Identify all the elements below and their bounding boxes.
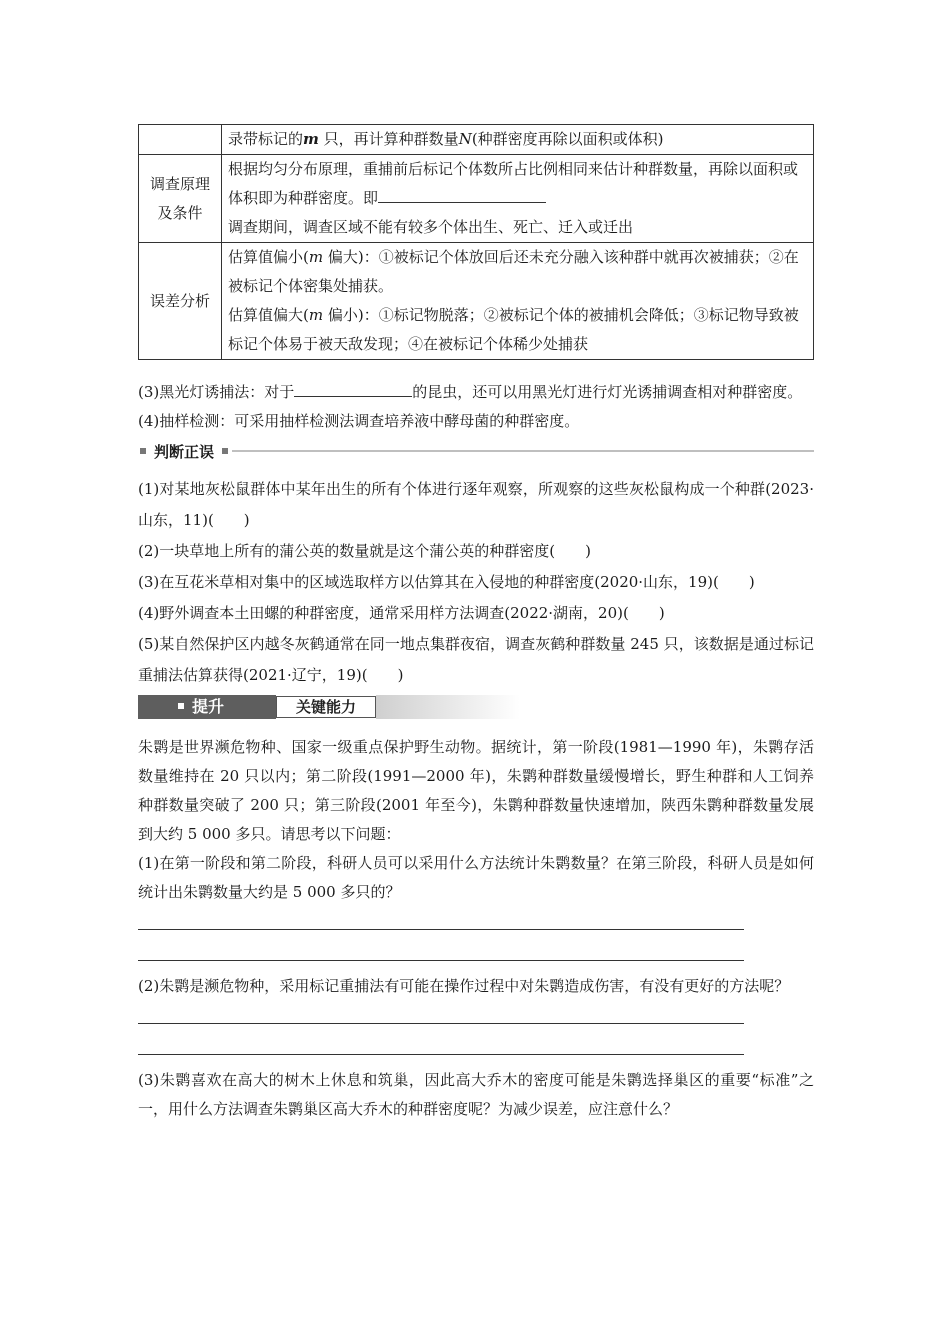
- fill-blank[interactable]: [378, 184, 546, 203]
- answer-line[interactable]: [138, 929, 744, 930]
- section-title: 判断正误: [154, 442, 215, 461]
- question-3: (3)朱鹮喜欢在高大的树木上休息和筑巢，因此高大乔木的密度可能是朱鹮选择巢区的重要“标准”之一，用什么方法调查朱鹮巢区高大乔木的种群密度呢？为减少误差，应注意什么？: [138, 1071, 814, 1118]
- answer-line[interactable]: [138, 1054, 744, 1055]
- row-label-principle: 调查原理及条件: [139, 155, 222, 243]
- row-label: [139, 125, 222, 155]
- method-blacklight: (3)黑光灯诱捕法：对于 的昆虫，还可以用黑光灯进行灯光诱捕调查相对种群密度。: [138, 378, 814, 407]
- square-bullet-icon: [140, 448, 146, 454]
- divider: [232, 450, 814, 452]
- fill-blank[interactable]: [294, 378, 412, 397]
- question-1: (1)在第一阶段和第二阶段，科研人员可以采用什么方法统计朱鹮数量？在第三阶段，科研人员是如何统计出朱鹮数量大约是 5 000 多只的？: [138, 854, 814, 901]
- case-intro: 朱鹮是世界濒危物种、国家一级重点保护野生动物。据统计，第一阶段(1981—1990 年)，朱鹮存活数量维持在 20 只以内；第二阶段(1991—2000 年)，朱鹮种群数量缓慢增长，野生种群和人工饲养种群数量突破了 200 只；第三阶段(2001 年至今)，朱鹮种群数量快速增加，陕西朱鹮种群数量发展到大约 5 000 多只。请思考以下问题：: [138, 738, 814, 843]
- page: [138, 124, 814, 1124]
- judge-item: (3)在互花米草相对集中的区域选取样方以估算其在入侵地的种群密度(2020·山东，19)( ): [138, 573, 755, 591]
- row-content: 录带标记的m 只，再计算种群数量N(种群密度再除以面积或体积): [222, 125, 814, 155]
- banner-sub: 关键能力: [276, 696, 376, 718]
- banner-gradient: [376, 695, 520, 719]
- table-row: [139, 125, 814, 155]
- square-bullet-icon: [178, 703, 184, 709]
- table-row: [139, 155, 814, 243]
- row-content: 根据均匀分布原理，重捕前后标记个体数所占比例相同来估计种群数量，再除以面积或体积即为种群密度。即 调查期间，调查区域不能有较多个体出生、死亡、迁入或迁出: [222, 155, 814, 243]
- question-2: (2)朱鹮是濒危物种，采用标记重捕法有可能在操作过程中对朱鹮造成伤害，有没有更好的方法呢？: [138, 977, 790, 995]
- judge-item: (4)野外调查本土田螺的种群密度，通常采用样方法调查(2022·湖南，20)( ): [138, 604, 665, 622]
- row-label-error: 误差分析: [139, 243, 222, 360]
- banner-main: 提升: [138, 695, 276, 719]
- judge-item: (5)某自然保护区内越冬灰鹤通常在同一地点集群夜宿，调查灰鹤种群数量 245 只，该数据是通过标记重捕法估算获得(2021·辽宁，19)( ): [138, 635, 814, 684]
- judge-item: (1)对某地灰松鼠群体中某年出生的所有个体进行逐年观察，所观察的这些灰松鼠构成一个种群(2023·山东，11)( ): [138, 480, 814, 529]
- table-row: [139, 243, 814, 360]
- answer-line[interactable]: [138, 960, 744, 961]
- judge-list: [138, 474, 814, 691]
- method-sampling: (4)抽样检测：可采用抽样检测法调查培养液中酵母菌的种群密度。: [138, 412, 580, 430]
- row-content: 估算值偏小(m 偏大)：①被标记个体放回后还未充分融入该种群中就再次被捕获；②在被标记个体密集处捕获。 估算值偏大(m 偏小)：①标记物脱落；②被标记个体的被捕机会降低；③标记物导致被标记个体易于被天敌发现；④在被标记个体稀少处捕获: [222, 243, 814, 360]
- answer-line[interactable]: [138, 1023, 744, 1024]
- mark-recapture-table: [138, 124, 814, 360]
- judge-section-header: [138, 440, 814, 462]
- judge-item: (2)一块草地上所有的蒲公英的数量就是这个蒲公英的种群密度( ): [138, 542, 591, 560]
- ability-banner: [138, 695, 520, 719]
- square-bullet-icon: [222, 448, 228, 454]
